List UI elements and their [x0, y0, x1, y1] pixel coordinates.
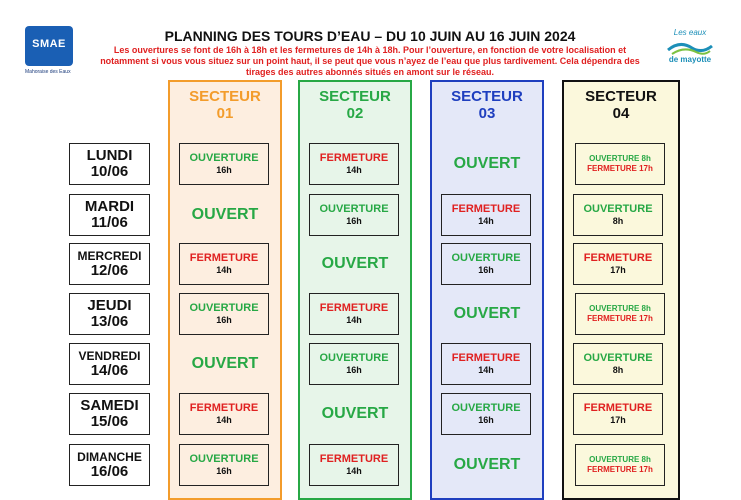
smae-logo-text: SMAE — [32, 38, 66, 50]
notice-line-3: tirages des autres abonnés situés en amont sur le réseau. — [245, 67, 495, 77]
day-name: VENDREDI — [78, 349, 141, 363]
closing-time: FERMETURE 17h — [587, 465, 653, 474]
status-opening — [441, 243, 531, 285]
status-opening — [309, 194, 399, 236]
day-label-mercredi — [69, 243, 150, 285]
day-date: 13/06 — [90, 313, 129, 330]
status-label: FERMETURE — [451, 352, 521, 364]
status-hour: 16h — [216, 466, 232, 476]
smae-logo — [25, 26, 77, 78]
status-label: OUVERTURE — [583, 352, 653, 364]
notice-text — [92, 45, 648, 78]
status-hour: 16h — [478, 415, 494, 425]
status-opening — [573, 343, 663, 385]
status-label: OUVERTURE — [319, 203, 389, 215]
status-label: FERMETURE — [451, 203, 521, 215]
notice-line-1: Les ouvertures se font de 16h à 18h et les fermetures de 14h à 18h. Pour l’ouverture, en fonction de votre localisation et — [113, 45, 627, 55]
status-label: OUVERTURE — [189, 302, 259, 314]
day-date: 10/06 — [90, 163, 129, 180]
status-hour: 14h — [216, 265, 232, 275]
status-label: FERMETURE — [189, 402, 259, 414]
logo-right-top-text: Les eaux — [673, 28, 707, 37]
opening-time: OUVERTURE 8h — [589, 304, 651, 313]
status-label: OUVERTURE — [583, 203, 653, 215]
status-label: OUVERTURE — [451, 252, 521, 264]
day-date: 12/06 — [90, 262, 129, 279]
status-opening — [179, 143, 269, 185]
status-label: FERMETURE — [583, 252, 653, 264]
status-hour: 17h — [610, 265, 626, 275]
status-label: OUVERTURE — [189, 453, 259, 465]
status-closing — [441, 194, 531, 236]
status-label: FERMETURE — [319, 152, 389, 164]
notice-line-2: notamment si vous vous situez sur un point haut, il se peut que vous n’ayez de l’eau que plus tardivement. Cela dépendra des — [100, 56, 640, 66]
status-closing — [573, 393, 663, 435]
day-name: MARDI — [84, 198, 135, 215]
status-hour: 14h — [478, 216, 494, 226]
sector-label: SECTEUR — [189, 88, 261, 105]
status-label: FERMETURE — [319, 302, 389, 314]
status-open-all-day: OUVERT — [453, 155, 521, 172]
status-open-all-day: OUVERT — [191, 355, 259, 372]
day-label-vendredi — [69, 343, 150, 385]
sector-number: 04 — [612, 105, 630, 122]
day-name: LUNDI — [86, 147, 133, 164]
sector-header-1 — [170, 88, 280, 122]
status-hour: 17h — [610, 415, 626, 425]
status-hour: 14h — [346, 315, 362, 325]
status-hour: 8h — [612, 365, 624, 375]
status-closing — [441, 343, 531, 385]
sector-header-2 — [300, 88, 410, 122]
status-opening — [179, 293, 269, 335]
status-opening — [179, 444, 269, 486]
status-closing — [309, 143, 399, 185]
opening-time: OUVERTURE 8h — [589, 455, 651, 464]
status-hour: 8h — [612, 216, 624, 226]
logo-right-bottom-text: de mayotte — [668, 55, 712, 64]
status-closing — [309, 444, 399, 486]
opening-time: OUVERTURE 8h — [589, 154, 651, 163]
sector-number: 01 — [216, 105, 234, 122]
status-opening — [441, 393, 531, 435]
status-open-close — [575, 444, 665, 486]
sector-label: SECTEUR — [451, 88, 523, 105]
day-date: 16/06 — [90, 463, 129, 480]
status-hour: 14h — [346, 165, 362, 175]
status-label: OUVERTURE — [189, 152, 259, 164]
closing-time: FERMETURE 17h — [587, 164, 653, 173]
day-label-lundi — [69, 143, 150, 185]
sector-label: SECTEUR — [585, 88, 657, 105]
status-closing — [179, 393, 269, 435]
page-title: PLANNING DES TOURS D’EAU – DU 10 JUIN AU 16 JUIN 2024 — [164, 28, 576, 44]
day-name: SAMEDI — [80, 397, 139, 414]
status-label: FERMETURE — [189, 252, 259, 264]
status-hour: 14h — [216, 415, 232, 425]
status-hour: 14h — [346, 466, 362, 476]
day-date: 11/06 — [91, 214, 128, 231]
day-name: DIMANCHE — [77, 450, 142, 464]
status-hour: 14h — [478, 365, 494, 375]
status-hour: 16h — [346, 216, 362, 226]
sector-number: 03 — [478, 105, 496, 122]
day-date: 15/06 — [90, 413, 129, 430]
status-open-all-day: OUVERT — [453, 456, 521, 473]
sector-header-3 — [432, 88, 542, 122]
status-opening — [309, 343, 399, 385]
status-open-close — [575, 143, 665, 185]
status-hour: 16h — [478, 265, 494, 275]
status-open-all-day: OUVERT — [453, 305, 521, 322]
status-label: OUVERTURE — [319, 352, 389, 364]
day-label-samedi — [69, 393, 150, 435]
status-label: FERMETURE — [319, 453, 389, 465]
closing-time: FERMETURE 17h — [587, 314, 653, 323]
day-name: JEUDI — [87, 297, 132, 314]
status-closing — [309, 293, 399, 335]
status-open-all-day: OUVERT — [191, 206, 259, 223]
day-label-jeudi — [69, 293, 150, 335]
day-label-mardi — [69, 194, 150, 236]
sector-header-4 — [564, 88, 678, 122]
status-opening — [573, 194, 663, 236]
sector-number: 02 — [346, 105, 364, 122]
eaux-mayotte-logo — [662, 28, 718, 74]
smae-logo-tagline: Mahoraise des Eaux — [25, 69, 71, 75]
wave-icon — [662, 40, 718, 56]
status-label: OUVERTURE — [451, 402, 521, 414]
status-closing — [573, 243, 663, 285]
status-hour: 16h — [216, 315, 232, 325]
status-label: FERMETURE — [583, 402, 653, 414]
status-open-close — [575, 293, 665, 335]
status-open-all-day: OUVERT — [321, 405, 389, 422]
sector-label: SECTEUR — [319, 88, 391, 105]
status-closing — [179, 243, 269, 285]
day-date: 14/06 — [90, 362, 129, 379]
day-label-dimanche — [69, 444, 150, 486]
status-open-all-day: OUVERT — [321, 255, 389, 272]
day-name: MERCREDI — [77, 249, 142, 263]
status-hour: 16h — [346, 365, 362, 375]
status-hour: 16h — [216, 165, 232, 175]
